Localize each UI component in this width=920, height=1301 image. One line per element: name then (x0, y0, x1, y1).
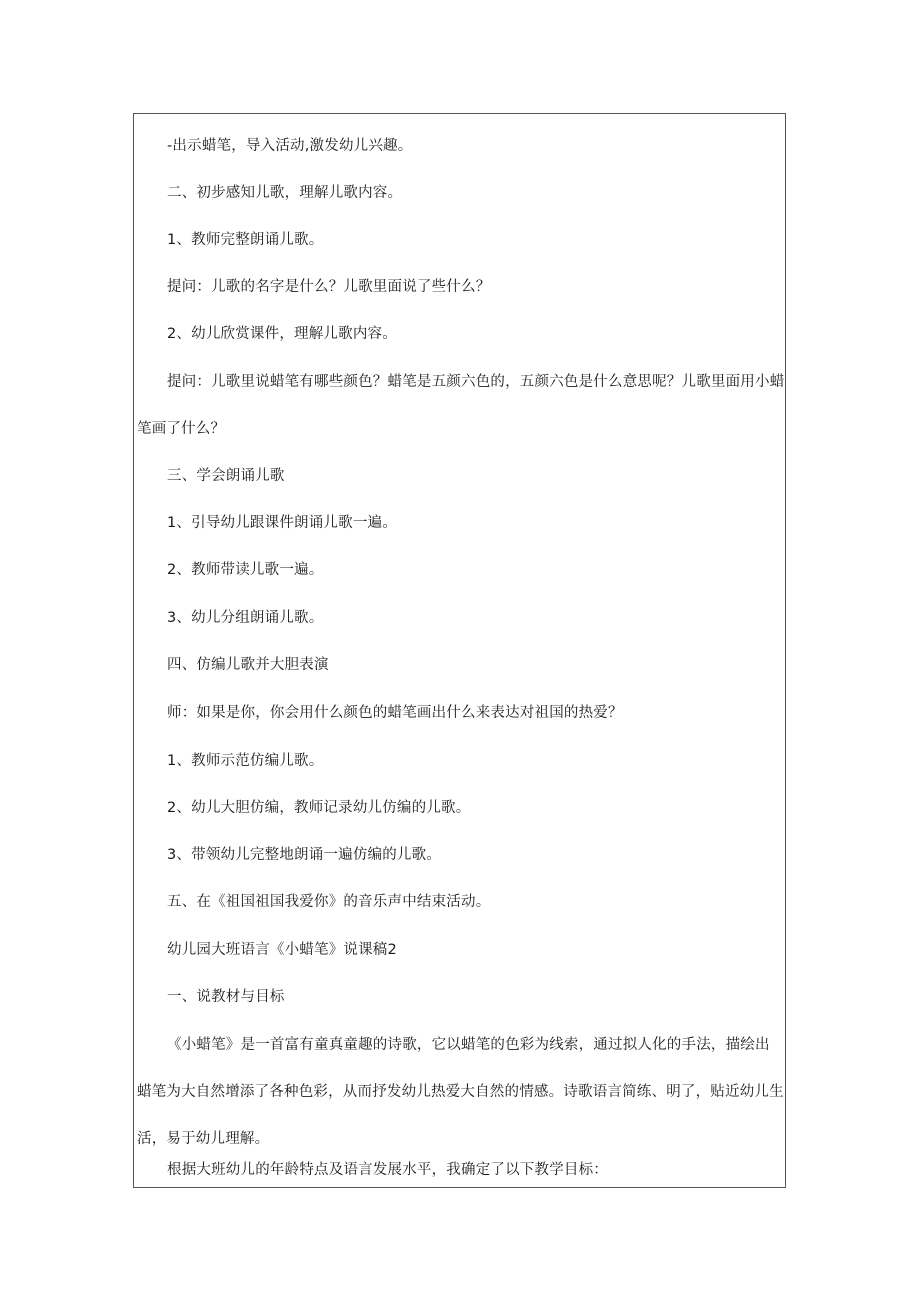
text-line-question-2-cont: 笔画了什么？ (137, 421, 226, 437)
text-line-recite-3: 3、幼儿分组朗诵儿歌。 (167, 610, 324, 626)
text-line-step-1: 1、教师完整朗诵儿歌。 (167, 232, 324, 248)
doc-subtitle: 幼儿园大班语言《小蜡笔》说课稿2 (167, 942, 397, 958)
text-line-adapt-2: 2、幼儿大胆仿编，教师记录幼儿仿编的儿歌。 (167, 800, 471, 816)
text-line-step-2: 2、幼儿欣赏课件，理解儿歌内容。 (167, 326, 397, 342)
text-line-intro-crayon: -出示蜡笔，导入活动,激发幼儿兴趣。 (167, 138, 413, 154)
paragraph-line-2: 蜡笔为大自然增添了各种色彩，从而抒发幼儿热爱大自然的情感。诗歌语言简练、明了，贴近幼儿生 (137, 1084, 784, 1100)
text-line-teacher-question: 师：如果是你，你会用什么颜色的蜡笔画出什么来表达对祖国的热爱？ (167, 705, 623, 721)
text-line-question-1: 提问：儿歌的名字是什么？儿歌里面说了些什么？ (167, 279, 491, 295)
section-heading-4: 四、仿编儿歌并大胆表演 (167, 657, 329, 673)
section-heading-materials: 一、说教材与目标 (167, 989, 285, 1005)
text-line-adapt-1: 1、教师示范仿编儿歌。 (167, 753, 324, 769)
section-heading-3: 三、学会朗诵儿歌 (167, 468, 285, 484)
text-line-goals-intro: 根据大班幼儿的年龄特点及语言发展水平，我确定了以下教学目标： (167, 1162, 608, 1178)
section-heading-2: 二、初步感知儿歌，理解儿歌内容。 (167, 185, 403, 201)
text-line-adapt-3: 3、带领幼儿完整地朗诵一遍仿编的儿歌。 (167, 847, 442, 863)
text-line-recite-1: 1、引导幼儿跟课件朗诵儿歌一遍。 (167, 515, 397, 531)
paragraph-line-3: 活，易于幼儿理解。 (137, 1131, 270, 1147)
page-frame (133, 113, 786, 1188)
paragraph-line-1: 《小蜡笔》是一首富有童真童趣的诗歌，它以蜡笔的色彩为线索，通过拟人化的手法，描绘出 (167, 1037, 770, 1053)
text-line-question-2: 提问：儿歌里说蜡笔有哪些颜色？蜡笔是五颜六色的，五颜六色是什么意思呢？儿歌里面用小蜡 (167, 374, 785, 390)
text-line-recite-2: 2、教师带读儿歌一遍。 (167, 562, 324, 578)
section-heading-5: 五、在《祖国祖国我爱你》的音乐声中结束活动。 (167, 894, 491, 910)
